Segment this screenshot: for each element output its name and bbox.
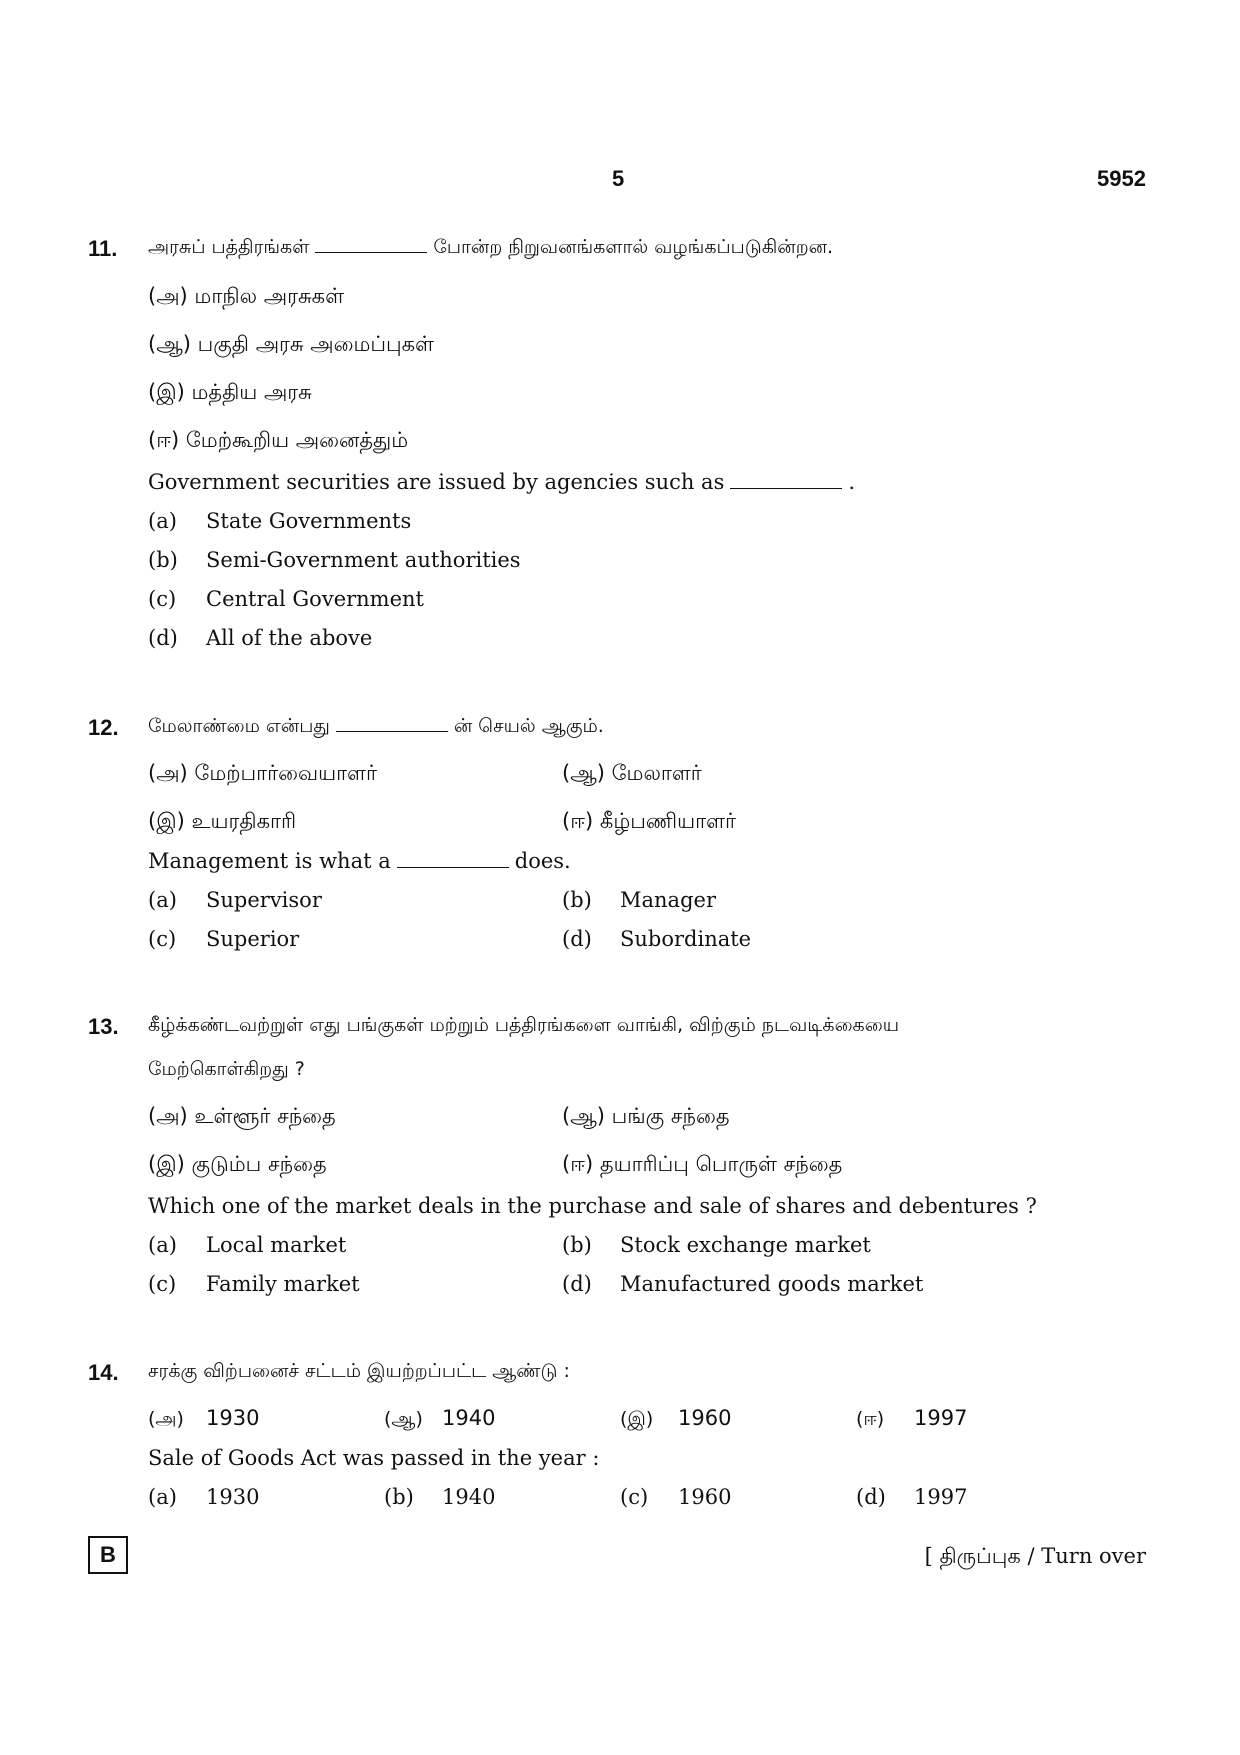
english-question-stem: Management is what a does. [148,849,571,873]
paper-code: 5952 [1097,166,1146,191]
question-number: 14. [88,1360,119,1385]
tamil-option-a: (அ) மேற்பார்வையாளர் [148,761,377,785]
english-option-a: (a) State Governments [148,509,412,533]
tamil-option-b: (ஆ) மேலாளர் [562,761,702,785]
english-option-b: (b) Semi-Government authorities [148,548,521,572]
tamil-question-stem: மேலாண்மை என்பது ன் செயல் ஆகும். [148,715,604,737]
english-option-b: (b) Stock exchange market [562,1233,871,1257]
tamil-question-stem: கீழ்க்கண்டவற்றுள் எது பங்குகள் மற்றும் பத்திரங்களை வாங்கி, விற்கும் நடவடிக்கையை [148,1014,899,1036]
english-option-a: (a) Supervisor [148,888,322,912]
english-option-c: (c) Central Government [148,587,424,611]
english-question-stem: Sale of Goods Act was passed in the year : [148,1446,600,1470]
tamil-option-d: (ஈ) மேற்கூறிய அனைத்தும் [148,428,409,452]
tamil-option-d: (ஈ) கீழ்பணியாளர் [562,809,736,833]
english-option-a: (a) 1930 [148,1485,260,1509]
english-question-stem: Which one of the market deals in the purchase and sale of shares and debentures ? [148,1194,1037,1218]
tamil-option-b: (ஆ) 1940 [384,1406,496,1430]
tamil-option-a: (அ) மாநில அரசுகள் [148,284,345,308]
english-option-b: (b) 1940 [384,1485,496,1509]
tamil-option-c: (இ) 1960 [620,1406,732,1430]
tamil-option-c: (இ) மத்திய அரசு [148,380,312,404]
set-code-box: B [88,1536,128,1574]
english-option-c: (c) Family market [148,1272,360,1296]
tamil-option-b: (ஆ) பகுதி அரசு அமைப்புகள் [148,332,434,356]
english-option-b: (b) Manager [562,888,716,912]
page-number: 5 [612,166,625,191]
english-option-d: (d) 1997 [856,1485,968,1509]
tamil-option-c: (இ) உயரதிகாரி [148,809,297,833]
tamil-option-a: (அ) உள்ளூர் சந்தை [148,1104,336,1128]
question-number: 12. [88,715,119,740]
tamil-question-stem: அரசுப் பத்திரங்கள் போன்ற நிறுவனங்களால் வழங்கப்படுகின்றன. [148,236,834,258]
tamil-option-d: (ஈ) தயாரிப்பு பொருள் சந்தை [562,1152,843,1176]
english-option-a: (a) Local market [148,1233,347,1257]
english-option-d: (d) All of the above [148,626,373,650]
question-number: 13. [88,1014,119,1039]
english-option-d: (d) Manufactured goods market [562,1272,924,1296]
tamil-question-stem: சரக்கு விற்பனைச் சட்டம் இயற்றப்பட்ட ஆண்டு : [148,1360,570,1382]
turn-over-note: [ திருப்புக / Turn over [924,1544,1146,1568]
tamil-question-stem-continued: மேற்கொள்கிறது ? [148,1058,305,1080]
tamil-option-d: (ஈ) 1997 [856,1406,968,1430]
english-option-c: (c) 1960 [620,1485,732,1509]
tamil-option-b: (ஆ) பங்கு சந்தை [562,1104,730,1128]
english-question-stem: Government securities are issued by agencies such as . [148,470,856,494]
tamil-option-c: (இ) குடும்ப சந்தை [148,1152,327,1176]
english-option-c: (c) Superior [148,927,300,951]
question-number: 11. [88,236,118,261]
tamil-option-a: (அ) 1930 [148,1406,260,1430]
english-option-d: (d) Subordinate [562,927,752,951]
